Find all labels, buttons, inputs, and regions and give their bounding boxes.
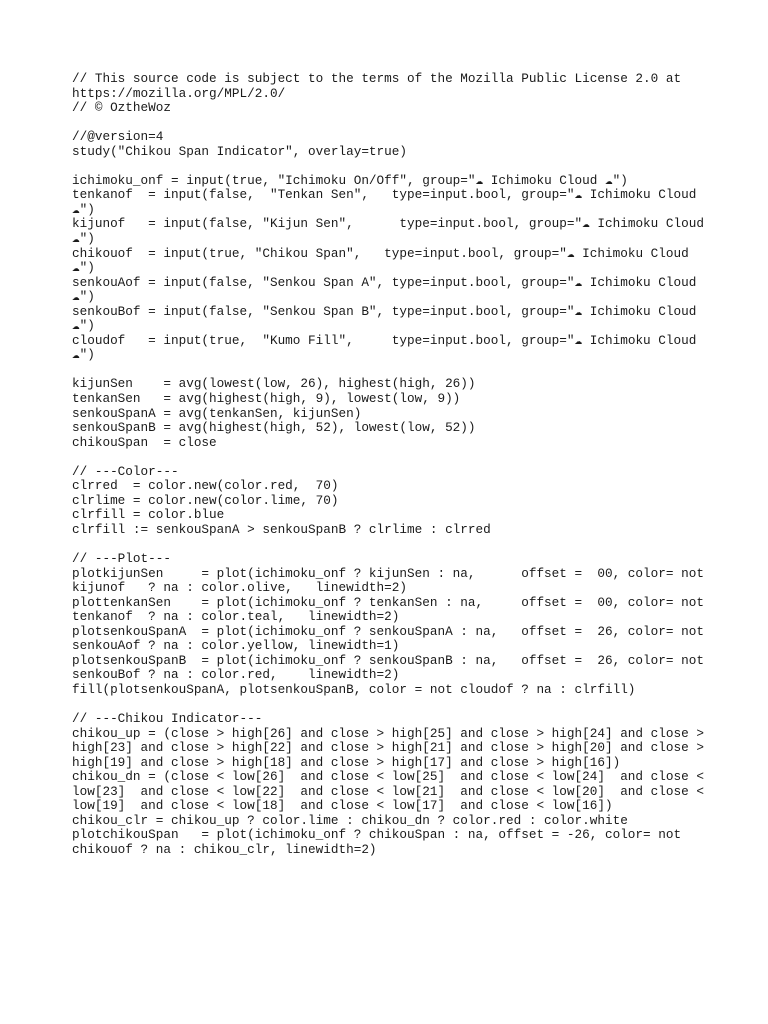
code-line — [72, 116, 712, 131]
code-line: // © OztheWoz — [72, 100, 171, 116]
code-line: ☁") — [72, 260, 95, 276]
code-line — [72, 538, 712, 553]
code-line: ☁") — [72, 347, 95, 363]
code-line: chikouof = input(true, "Chikou Span", type=input.bool, group="☁ Ichimoku Cloud — [72, 245, 689, 261]
code-line: https://mozilla.org/MPL/2.0/ — [72, 85, 286, 101]
code-line: // This source code is subject to the terms of the Mozilla Public License 2.0 at — [72, 71, 682, 86]
code-line: // ---Plot--- — [72, 551, 171, 567]
code-line — [72, 450, 712, 465]
code-line: plotkijunSen = plot(ichimoku_onf ? kijunSen : na, offset = 00, color= not — [72, 565, 704, 581]
code-line: ☁") — [72, 289, 95, 305]
code-line: kijunSen = avg(lowest(low, 26), highest(high, 26)) — [72, 376, 476, 392]
code-line: cloudof = input(true, "Kumo Fill", type=input.bool, group="☁ Ichimoku Cloud — [72, 332, 697, 348]
code-line: chikouof ? na : chikou_clr, linewidth=2) — [72, 841, 377, 857]
code-line: plotsenkouSpanB = plot(ichimoku_onf ? senkouSpanB : na, offset = 26, color= not — [72, 652, 704, 668]
source-code-block — [72, 72, 712, 858]
code-line: tenkanof = input(false, "Tenkan Sen", type=input.bool, group="☁ Ichimoku Cloud — [72, 187, 697, 203]
code-line: //@version=4 — [72, 129, 164, 145]
code-line: high[23] and close > high[22] and close > high[21] and close > high[20] and close > — [72, 740, 704, 756]
code-line: tenkanof ? na : color.teal, linewidth=2) — [72, 609, 400, 625]
code-line: senkouAof = input(false, "Senkou Span A", type=input.bool, group="☁ Ichimoku Cloud — [72, 274, 697, 290]
code-line: study("Chikou Span Indicator", overlay=true) — [72, 143, 408, 159]
code-line: plottenkanSen = plot(ichimoku_onf ? tenkanSen : na, offset = 00, color= not — [72, 594, 704, 610]
code-line: fill(plotsenkouSpanA, plotsenkouSpanB, color = not cloudof ? na : clrfill) — [72, 681, 636, 697]
code-line: plotsenkouSpanA = plot(ichimoku_onf ? senkouSpanA : na, offset = 26, color= not — [72, 623, 704, 639]
code-line: clrred = color.new(color.red, 70) — [72, 478, 339, 494]
code-line: chikou_clr = chikou_up ? color.lime : chikou_dn ? color.red : color.white — [72, 812, 628, 828]
code-line: senkouSpanA = avg(tenkanSen, kijunSen) — [72, 405, 362, 421]
code-line: senkouAof ? na : color.yellow, linewidth=1) — [72, 638, 400, 654]
code-line: high[19] and close > high[18] and close > high[17] and close > high[16]) — [72, 754, 621, 770]
code-line — [72, 363, 712, 378]
code-line: // ---Color--- — [72, 463, 179, 479]
code-line — [72, 698, 712, 713]
code-line: tenkanSen = avg(highest(high, 9), lowest(low, 9)) — [72, 391, 461, 407]
code-line: kijunof ? na : color.olive, linewidth=2) — [72, 580, 408, 596]
code-line: clrfill := senkouSpanA > senkouSpanB ? clrlime : clrred — [72, 521, 491, 537]
code-line: senkouSpanB = avg(highest(high, 52), lowest(low, 52)) — [72, 420, 476, 436]
code-line: ☁") — [72, 318, 95, 334]
code-line: clrfill = color.blue — [72, 507, 225, 523]
code-line: senkouBof = input(false, "Senkou Span B", type=input.bool, group="☁ Ichimoku Cloud — [72, 303, 697, 319]
code-line: chikou_up = (close > high[26] and close > high[25] and close > high[24] and close > — [72, 725, 704, 741]
code-line — [72, 159, 712, 174]
code-line: // ---Chikou Indicator--- — [72, 711, 263, 727]
code-line: senkouBof ? na : color.red, linewidth=2) — [72, 667, 400, 683]
code-line: ☁") — [72, 201, 95, 217]
code-line: plotchikouSpan = plot(ichimoku_onf ? chikouSpan : na, offset = -26, color= not — [72, 827, 682, 843]
code-line: ☁") — [72, 231, 95, 247]
code-line: low[23] and close < low[22] and close < low[21] and close < low[20] and close < — [72, 783, 704, 799]
code-line: clrlime = color.new(color.lime, 70) — [72, 492, 339, 508]
code-line: chikouSpan = close — [72, 434, 217, 450]
code-line: chikou_dn = (close < low[26] and close < low[25] and close < low[24] and close < — [72, 769, 704, 785]
code-line: kijunof = input(false, "Kijun Sen", type=input.bool, group="☁ Ichimoku Cloud — [72, 216, 704, 232]
code-line: ichimoku_onf = input(true, "Ichimoku On/Off", group="☁ Ichimoku Cloud ☁") — [72, 172, 628, 188]
code-line: low[19] and close < low[18] and close < low[17] and close < low[16]) — [72, 798, 613, 814]
